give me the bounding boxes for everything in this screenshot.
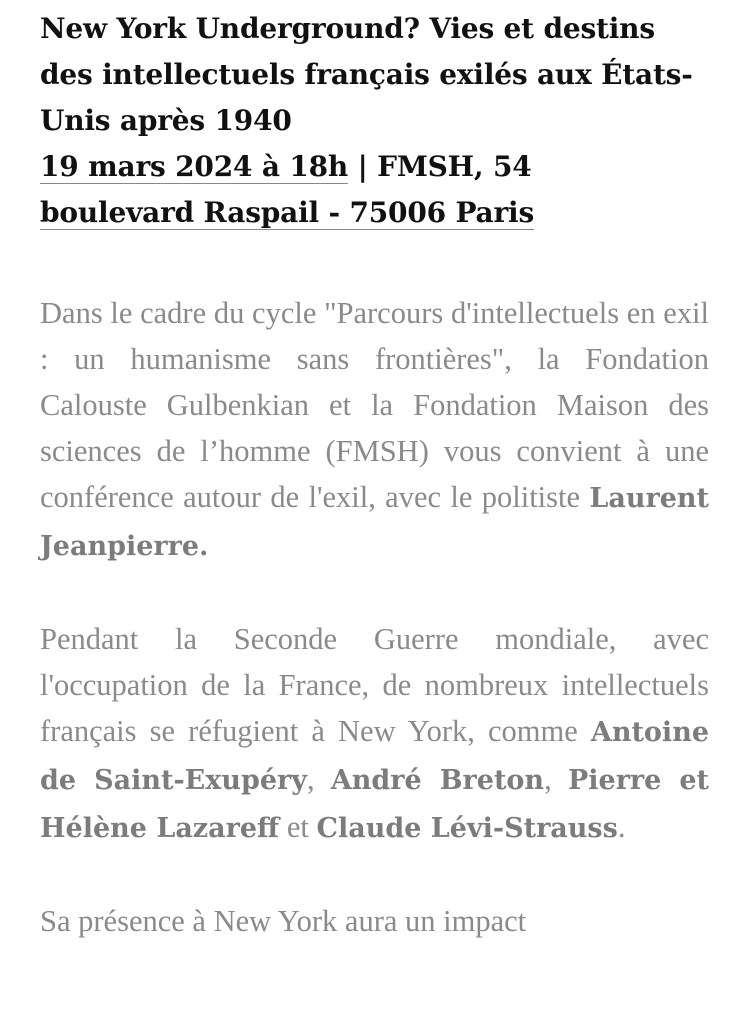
name-separator: ,: [544, 762, 568, 796]
event-venue-link[interactable]: boulevard Raspail - 75006 Paris: [40, 196, 535, 229]
exile-name-levi-strauss: Claude Lévi-Strauss: [316, 813, 618, 844]
event-title: New York Underground? Vies et destins des intellectuels français exilés aux États-Unis après 1940: [40, 12, 693, 137]
impact-paragraph: [40, 898, 709, 944]
context-text: Pendant la Seconde Guerre mondiale, avec l'occupation de la France, de nombreux intellectuels français se réfugient à New York, comme: [40, 622, 709, 748]
exile-name-breton: André Breton: [330, 765, 545, 796]
event-header: [40, 6, 709, 236]
exile-name-lazareff: Pierre et Hélène Lazareff: [40, 765, 710, 844]
intro-paragraph: [40, 290, 709, 570]
exile-name-saint-exupery: Antoine de Saint-Exupéry: [40, 717, 709, 796]
event-venue-part1: FMSH, 54: [377, 150, 532, 183]
article-content: [40, 6, 709, 944]
sentence-end: .: [617, 810, 626, 844]
name-separator: et: [279, 810, 317, 844]
context-paragraph: [40, 616, 709, 852]
intro-text: Dans le cadre du cycle "Parcours d'intellectuels en exil : un humanisme sans frontières", la Fondation Calouste Gulbenkian et la Fondation Maison des sciences de l’homme (FMSH) vous convient à une conférence autour de l'exil, avec le politiste: [40, 296, 709, 514]
speaker-name: Laurent Jeanpierre.: [40, 483, 709, 562]
impact-text: Sa présence à New York aura un impact: [40, 904, 527, 938]
name-separator: ,: [306, 762, 331, 796]
event-date-link[interactable]: 19 mars 2024 à 18h: [40, 150, 349, 183]
event-separator: |: [348, 150, 378, 183]
